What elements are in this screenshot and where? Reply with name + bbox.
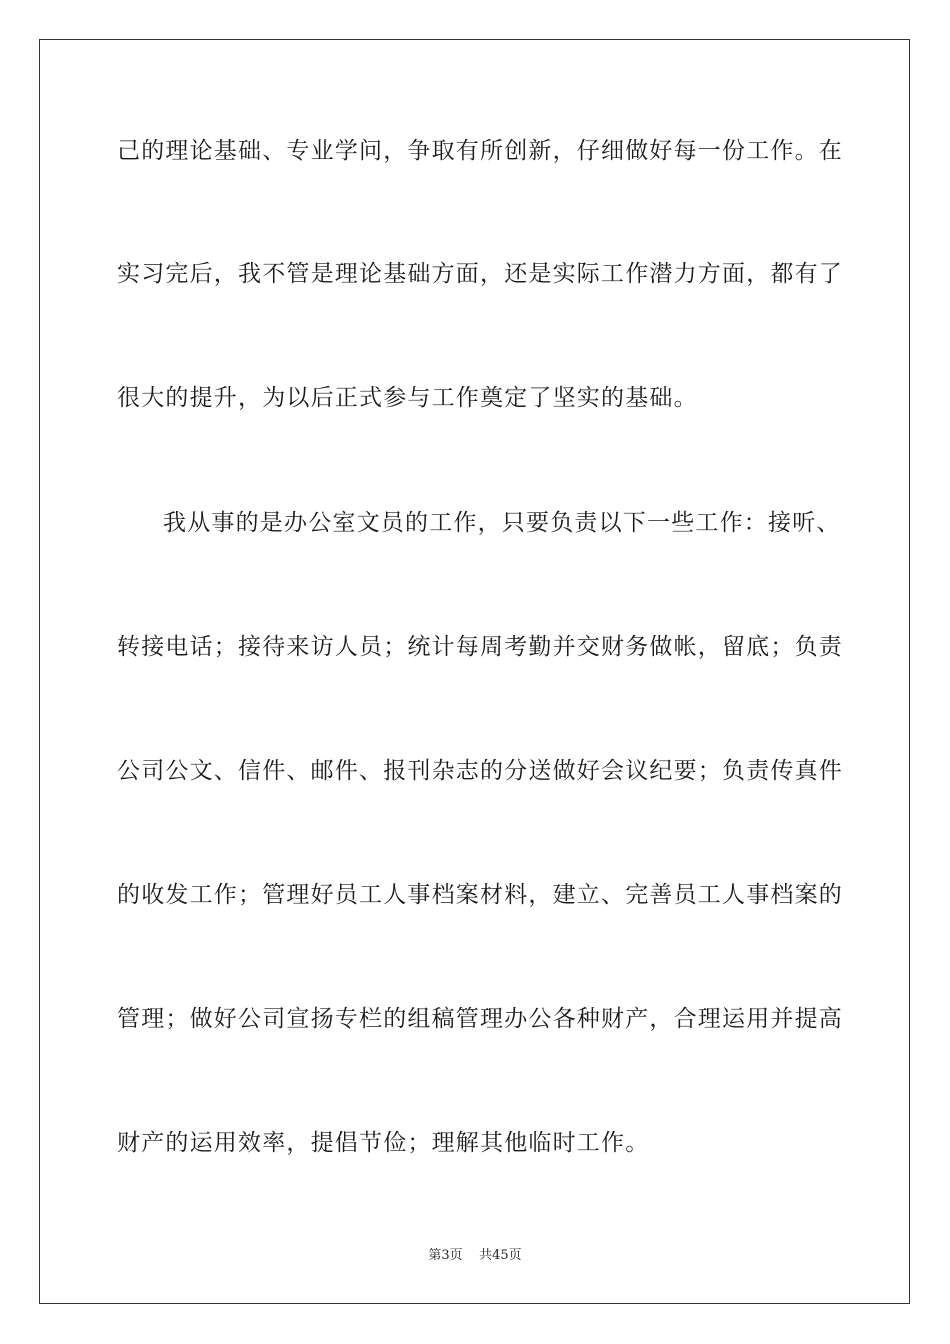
page-total: 共45页 [479,1248,522,1263]
text-line: 己的理论基础、专业学问，争取有所创新，仔细做好每一份工作。在 [117,138,843,164]
page-footer [0,1247,950,1265]
text-line: 我从事的是办公室文员的工作，只要负责以下一些工作：接听、 [163,510,841,536]
text-line: 的收发工作；管理好员工人事档案材料，建立、完善员工人事档案的 [117,882,843,908]
page-border [39,39,910,1304]
page-number: 第3页 [428,1248,463,1263]
footer-spacer [463,1248,480,1263]
text-line: 实习完后，我不管是理论基础方面，还是实际工作潜力方面，都有了 [117,261,843,287]
text-line: 管理；做好公司宣扬专栏的组稿管理办公各种财产，合理运用并提高 [117,1006,843,1032]
text-line: 很大的提升，为以后正式参与工作奠定了坚实的基础。 [117,385,698,411]
text-line: 公司公文、信件、邮件、报刊杂志的分送做好会议纪要；负责传真件 [117,758,843,784]
text-line: 财产的运用效率，提倡节俭；理解其他临时工作。 [117,1130,650,1156]
text-line: 转接电话；接待来访人员；统计每周考勤并交财务做帐，留底；负责 [117,634,843,660]
